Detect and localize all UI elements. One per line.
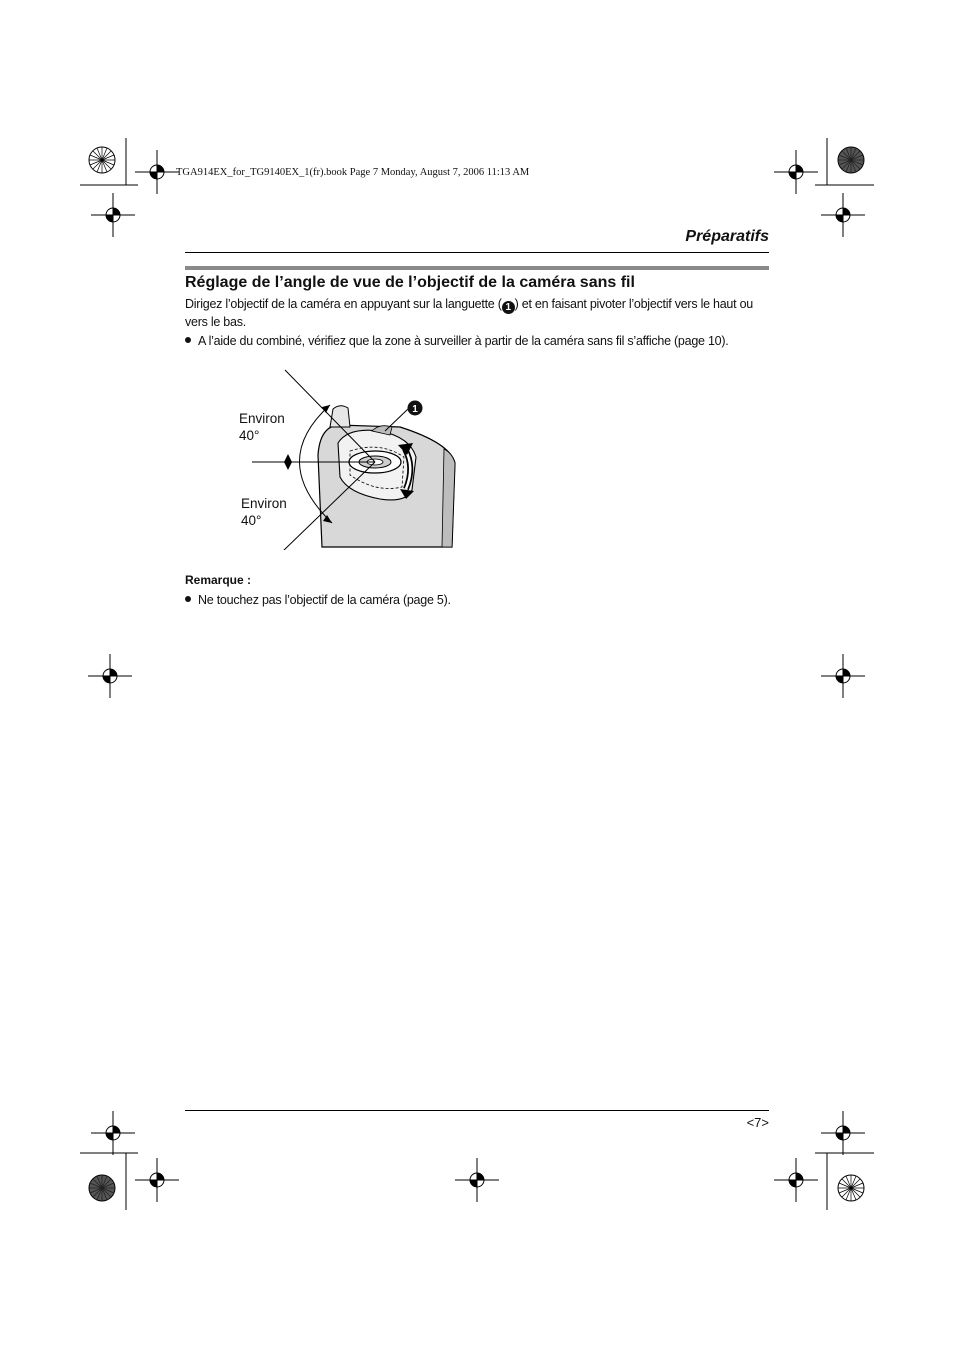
label-upper-degrees: 40° [239,428,260,443]
label-upper-environ: Environ [239,411,285,426]
page-heading: Réglage de l’angle de vue de l’objectif de la caméra sans fil [185,274,635,291]
book-file-info: TGA914EX_for_TG9140EX_1(fr).book Page 7 Monday, August 7, 2006 11:13 AM [176,167,530,178]
bullet-icon [185,596,191,602]
bullet-text: A l’aide du combiné, vérifiez que la zone à surveiller à partir de la caméra sans fil s’affiche (page 10). [198,334,729,348]
label-lower-degrees: 40° [241,513,262,528]
header-rule [185,252,769,253]
intro-text-before: Dirigez l’objectif de la caméra en appuyant sur la languette ( [185,297,502,311]
intro-paragraph [185,296,775,331]
remarque-label: Remarque : [185,573,252,587]
camera-angle-figure [230,365,470,550]
list-item [185,334,729,348]
section-title: Préparatifs [685,228,769,245]
intro-text-after: ) et en faisant pivoter l’objectif vers le haut ou vers le bas. [185,297,753,329]
list-item [185,593,451,607]
camera-illustration [230,365,470,550]
callout-1-icon: 1 [502,301,515,314]
page-number: <7> [746,1115,769,1130]
figure-callout-1: 1 [412,404,418,415]
footer-rule [185,1110,769,1111]
bullet-text: Ne touchez pas l’objectif de la caméra (page 5). [198,593,451,607]
label-lower-environ: Environ [241,496,287,511]
heading-bar [185,266,769,270]
bullet-icon [185,337,191,343]
